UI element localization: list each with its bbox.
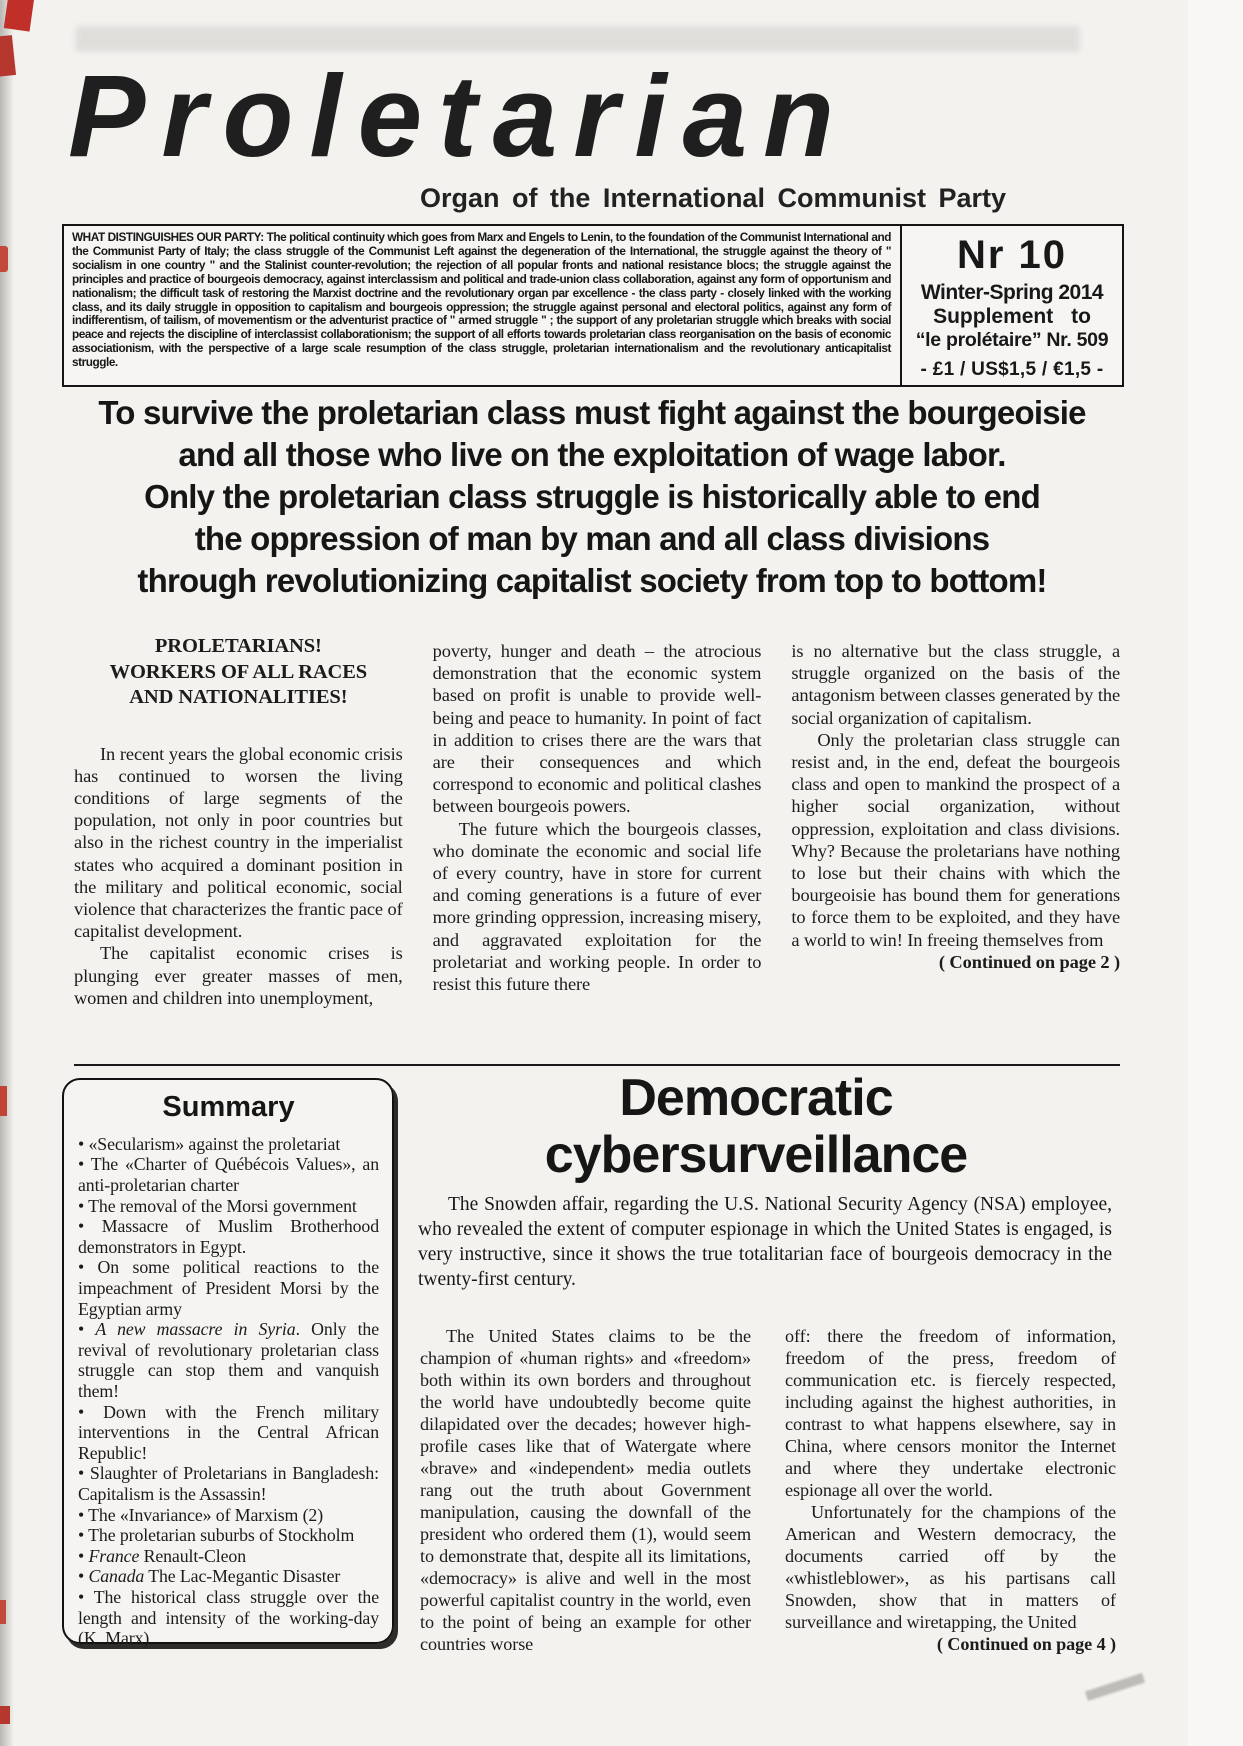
issue-price: - £1 / US$1,5 / €1,5 -	[920, 358, 1104, 380]
party-definition-text: The political continuity which goes from Marx and Engels to Lenin, to the foundation of the Communist International and the Communist Party of Italy; the class struggle of the Communist Left against the degeneration of the International, the struggle against the theory of " socialism in one country " and the Stalinist counter-revolution; the rejection of all popular fronts and national resistance blocs; the struggle against the principles and practice of bourgeois democracy, against interclassism and political and trade-union class collaboration, against any form of opportunism and nationalism; the difficult task of restoring the Marxist doctrine and the revolutionary organ par excellence - the class party - closely linked with the working class, and its daily struggle in opposition to capitalism and bourgeois oppression; the struggle against personal and electoral politics, against any form of indifferentism, of tailism, of movementism or the adventurist practice of " armed struggle " ; the support of any proletarian struggle which breaks with social peace and rejects the discipline of interclassist collaborationism; the support of all efforts towards proletarian class reorganisation on the basis of economic associationism, with the perspective of a large scale resumption of the class struggle, proletarian internationalism and the revolutionary anticapitalist struggle.	[72, 230, 891, 370]
lead-article-column-2	[433, 578, 762, 1009]
section-divider	[74, 1064, 1120, 1066]
lead-paragraph: The capitalist economic crises is plunging ever greater masses of men, women and children into unemployment,	[74, 943, 403, 1008]
summary-item: • Massacre of Muslim Brotherhood demonstrators in Egypt.	[78, 1216, 379, 1257]
cyber-column-1	[420, 1325, 751, 1655]
summary-item: • The «Invariance» of Marxism (2)	[78, 1505, 379, 1526]
cyber-article-intro: The Snowden affair, regarding the U.S. National Security Agency (NSA) employee, who revealed the extent of computer espionage in which the United States is engaged, is very instructive, since it shows the true totalitarian face of bourgeois democracy in the twenty-first century.	[418, 1194, 1112, 1290]
lead-paragraph: is no alternative but the class struggle, a struggle organized on the basis of the antagonism between classes generated by the social organization of capitalism.	[791, 641, 1121, 728]
masthead-title: Proletarian	[68, 51, 850, 181]
cyber-paragraph: The United States claims to be the champion of «human rights» and «freedom» both within its own borders and throughout the world have undoubtedly become quite dilapidated over the decades; however high-profile cases like that of Watergate where «brave» and «independent» media outlets rang out the truth about Government manipulation, causing the downfall of the president who ordered them (1), would seem to demonstrate that, despite all its limitations, «democracy» is alive and well in the most powerful capitalist country in the world, even to the point of being an example for other countries worse	[420, 1326, 751, 1654]
cyber-paragraph: Unfortunately for the champions of the American and Western democracy, the documents carried off by the «whistleblower», as his partisans call Snowden, show that in matters of surveillance and wiretapping, the United	[785, 1502, 1116, 1632]
summary-item: • A new massacre in Syria. Only the revival of revolutionary proletarian class struggle can stop them and vanquish them!	[78, 1319, 379, 1401]
cyber-title-line: cybersurveillance	[544, 1126, 968, 1184]
continued-on-page-4: ( Continued on page 4 )	[936, 1634, 1116, 1654]
scan-ghost-band	[75, 26, 1080, 52]
lead-article-column-3	[791, 578, 1120, 1009]
continued-on-page-2: ( Continued on page 2 )	[938, 951, 1121, 972]
scan-artifact-red	[0, 1706, 10, 1724]
lead-paragraph: Only the proletarian class struggle can resist and, in the end, defeat the bourgeois class and open to mankind the prospect of a higher social organization, without oppression, exploitation and class divisions. Why? Because the proletarians have nothing to lose but their chains with which the bourgeoisie has bound them for generations to force them to be exploited, and they have a world to win! In freeing themselves from	[791, 729, 1121, 950]
scan-artifact-red	[0, 1086, 7, 1116]
top-boxes	[62, 224, 1124, 387]
lead-article	[74, 578, 1120, 1009]
lead-heading-line: AND NATIONALITIES!	[129, 686, 348, 708]
lead-paragraph: poverty, hunger and death – the atrocious demonstration that the economic system based on profit is unable to provide well-being and peace to humanity. In point of fact in addition to crises there are the wars that are their consequences and which correspond to economic and political clashes between bourgeois powers.	[432, 641, 762, 817]
summary-item: • Down with the French military interventions in the Central African Republic!	[78, 1402, 379, 1464]
headline-line: To survive the proletarian class must fight against the bourgeoisie	[98, 394, 1086, 431]
issue-number: Nr 10	[956, 233, 1068, 277]
lead-article-column-1	[74, 578, 403, 1009]
cyber-article-columns	[420, 1325, 1116, 1655]
headline-line: and all those who live on the exploitation of wage labor.	[178, 436, 1006, 473]
lead-article-heading	[74, 634, 403, 711]
issue-supplement-line2: “le prolétaire” Nr. 509	[915, 329, 1109, 352]
summary-item: • The historical class struggle over the length and intensity of the working-day (K. Marx)	[78, 1587, 379, 1649]
lead-heading-line: PROLETARIANS!	[154, 635, 322, 657]
summary-item: • «Secularism» against the proletariat	[78, 1134, 379, 1155]
party-definition-label: WHAT DISTINGUISHES OUR PARTY:	[72, 230, 267, 244]
summary-item: • Canada The Lac-Megantic Disaster	[78, 1566, 379, 1587]
scan-artifact-red	[0, 246, 8, 272]
scan-page-edge	[1188, 0, 1243, 1746]
lead-paragraph: In recent years the global economic crisis has continued to worsen the living conditions of large segments of the population, not only in poor countries but also in the richest country in the imperialist states who acquired a dominant position in the military and political economic, social violence that characterizes the frantic pace of capitalist development.	[74, 743, 403, 942]
summary-item: • The proletarian suburbs of Stockholm	[78, 1525, 379, 1546]
scan-smudge	[1085, 1673, 1145, 1701]
scan-artifact-red	[0, 1600, 6, 1624]
cyber-article-title	[400, 1070, 1112, 1184]
scan-artifact-red	[4, 0, 34, 32]
main-headline	[62, 392, 1122, 602]
cyber-column-2	[785, 1325, 1116, 1655]
summary-box	[62, 1078, 394, 1649]
party-definition-box	[64, 226, 900, 385]
lead-heading-line: WORKERS OF ALL RACES	[109, 660, 368, 683]
issue-supplement-line1: Supplement to	[933, 305, 1091, 329]
issue-info-box	[900, 226, 1122, 385]
headline-line: the oppression of man by man and all class divisions	[194, 520, 990, 557]
issue-season: Winter-Spring 2014	[920, 281, 1104, 304]
lead-paragraph: The future which the bourgeois classes, who dominate the economic and social life of every country, have in store for current and coming generations is a future of ever more grinding oppression, increasing misery, and aggravated exploitation for the proletariat and working people. In order to resist this future there	[432, 818, 762, 995]
summary-title: Summary	[162, 1091, 295, 1123]
summary-item: • The removal of the Morsi government	[78, 1196, 379, 1217]
summary-item: • France Renault-Cleon	[78, 1546, 379, 1567]
summary-item: • On some political reactions to the impeachment of President Morsi by the Egyptian army	[78, 1257, 379, 1319]
masthead	[68, 51, 1006, 213]
cyber-title-line: Democratic	[619, 1069, 893, 1127]
summary-item: • The «Charter of Québécois Values», an anti-proletarian charter	[78, 1154, 379, 1195]
headline-line: Only the proletarian class struggle is historically able to end	[144, 478, 1040, 515]
cyber-paragraph: off: there the freedom of information, freedom of the press, freedom of communication etc. is fiercely respected, including against the highest authorities, in contrast to what happens elsewhere, say in China, where censors monitor the Internet and where they undertake electronic espionage all over the world.	[785, 1326, 1116, 1500]
masthead-subtitle: Organ of the International Communist Party	[419, 182, 1006, 213]
headline-line: through revolutionizing capitalist society from top to bottom!	[137, 562, 1047, 599]
summary-item: • Slaughter of Proletarians in Bangladesh: Capitalism is the Assassin!	[78, 1463, 379, 1504]
